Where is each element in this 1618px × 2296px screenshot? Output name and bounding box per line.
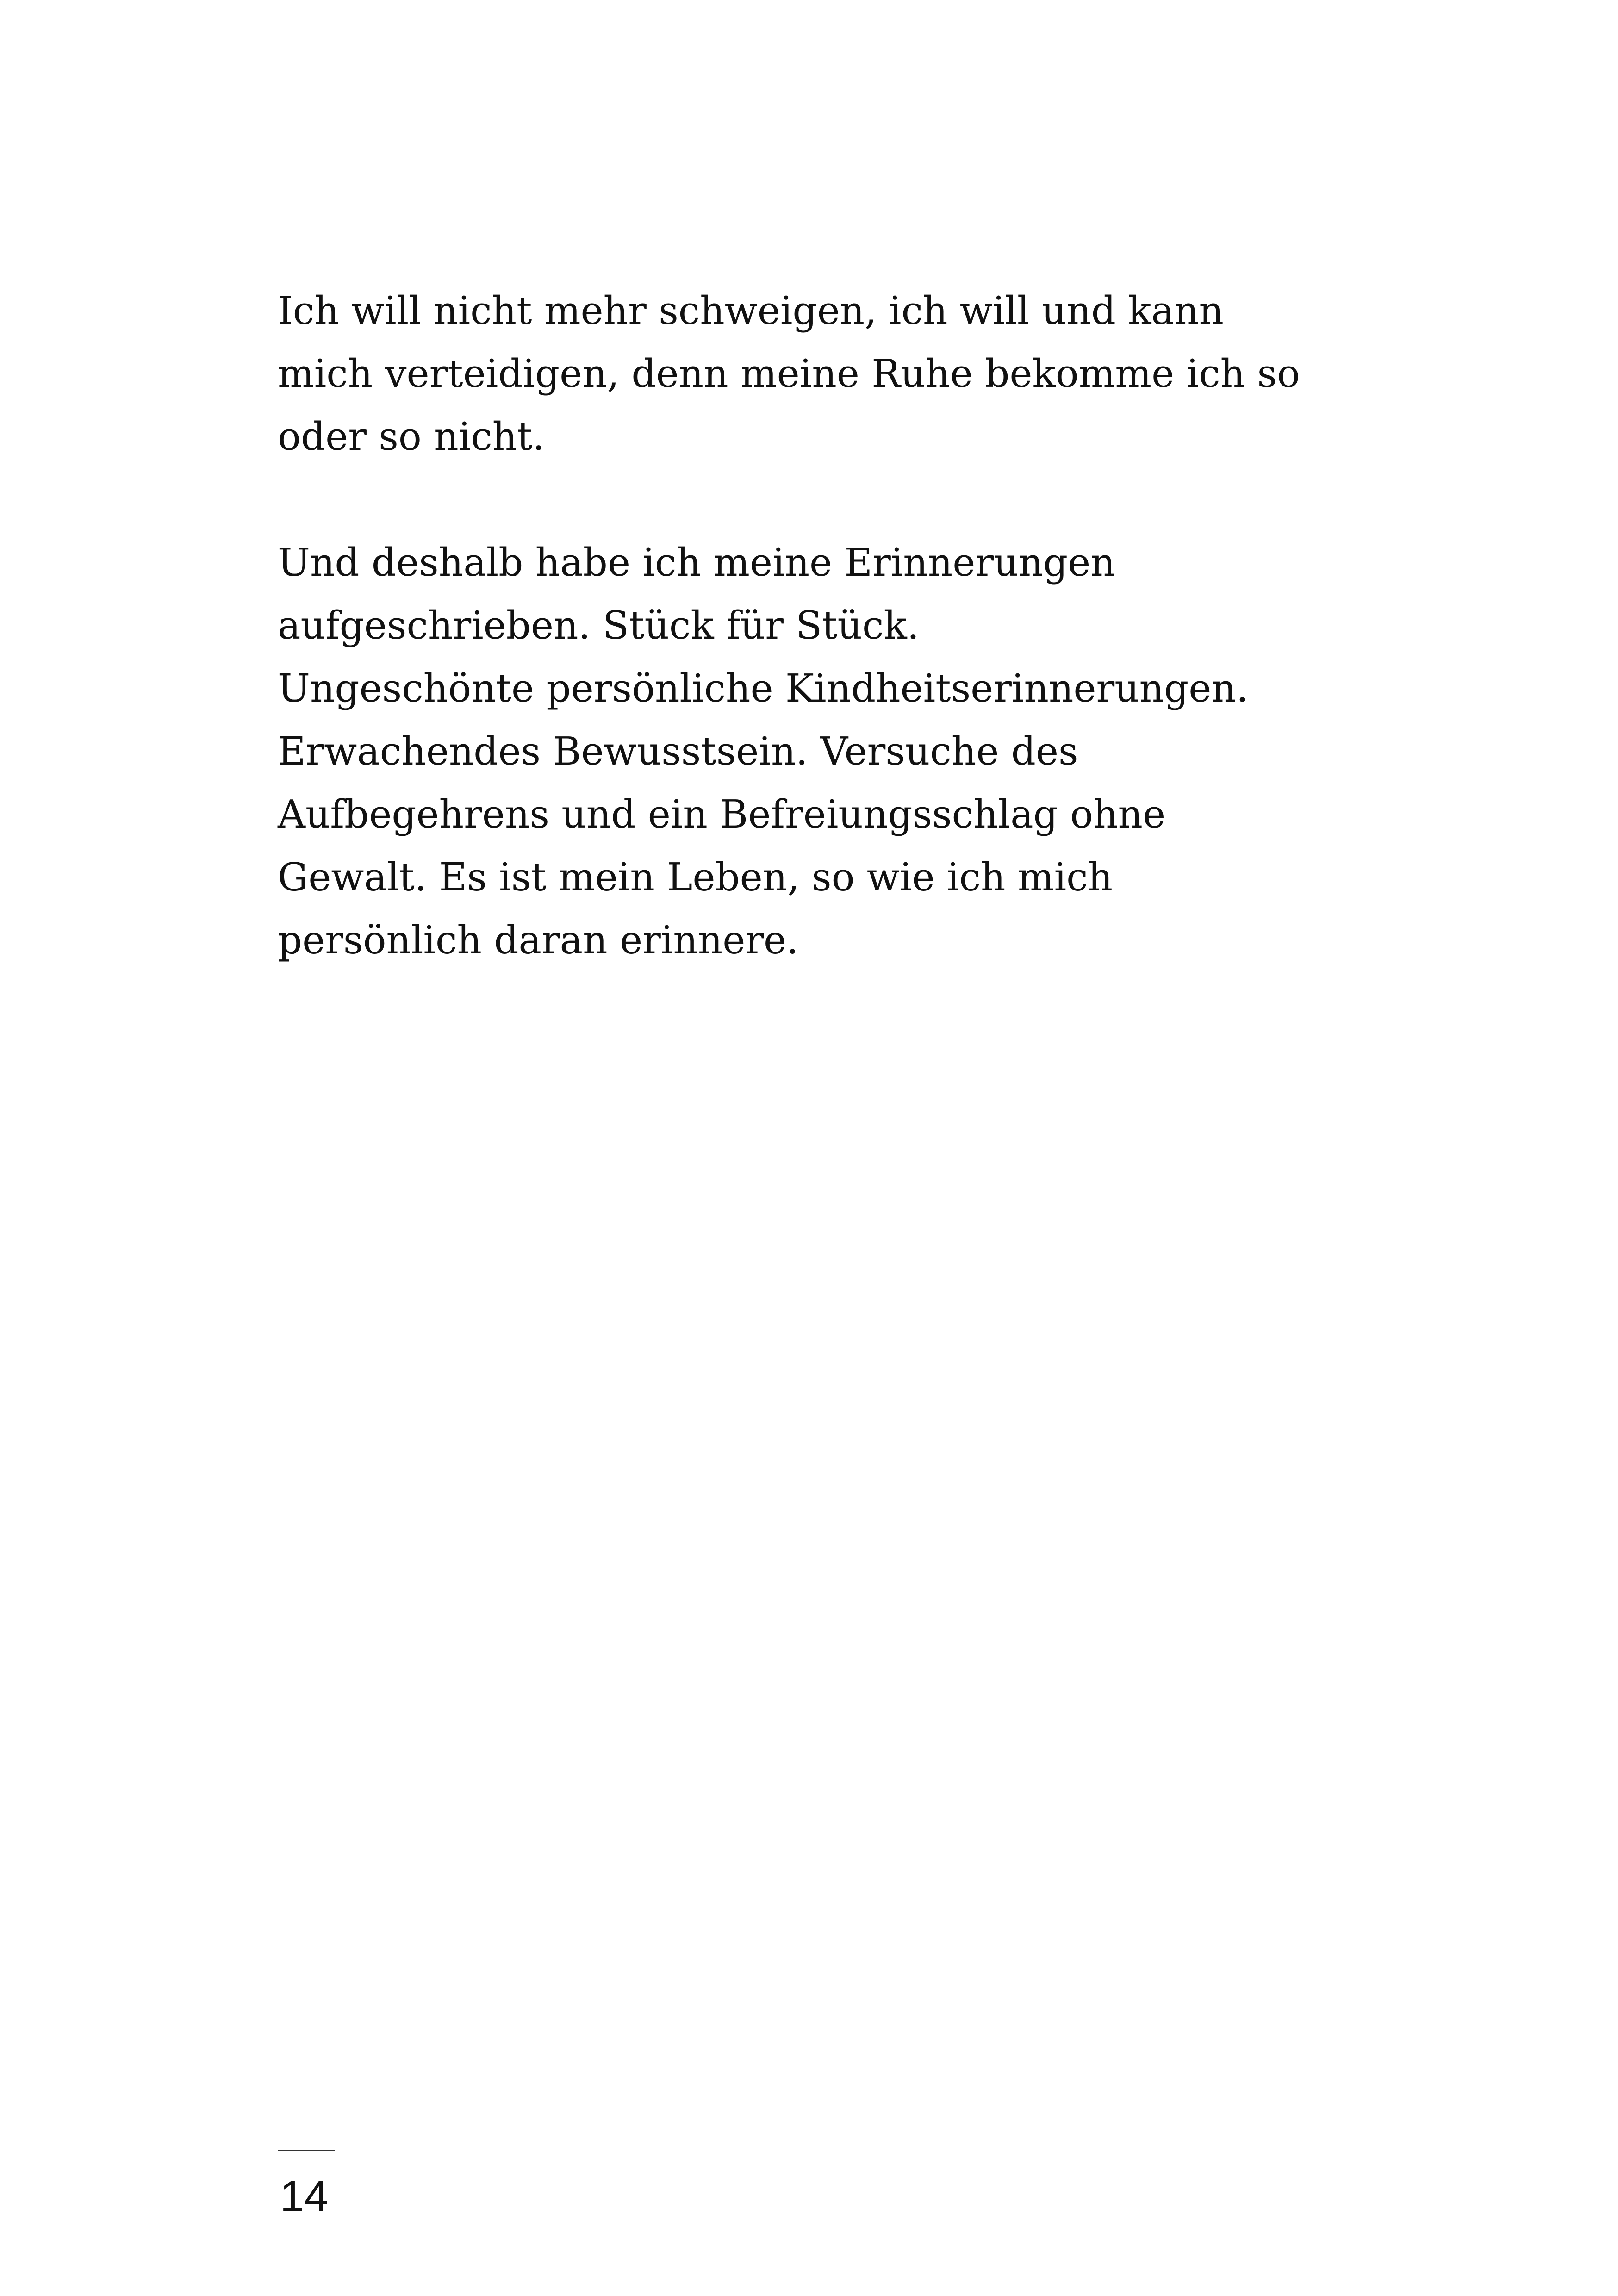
paragraph-line: Ungeschönte persönliche Kindheitserinnerungen. [278,666,1249,711]
footer-divider [278,2150,335,2151]
paragraph-line: Erwachendes Bewusstsein. Versuche des [278,729,1078,774]
paragraph-line: Und deshalb habe ich meine Erinnerungen [278,540,1115,585]
paragraph-1 [278,280,1342,468]
paragraph-line: oder so nicht. [278,414,545,459]
paragraph-line: Gewalt. Es ist mein Leben, so wie ich mich [278,855,1113,900]
paragraph-line: persönlich daran erinnere. [278,918,799,963]
page-number: 14 [280,2172,329,2220]
paragraph-line: Ich will nicht mehr schweigen, ich will und kann [278,288,1224,333]
paragraph-line: aufgeschrieben. Stück für Stück. [278,603,920,648]
paragraph-line: Aufbegehrens und ein Befreiungsschlag ohne [278,792,1166,837]
paragraph-2 [278,531,1342,972]
paragraph-line: mich verteidigen, denn meine Ruhe bekomme ich so [278,351,1301,396]
